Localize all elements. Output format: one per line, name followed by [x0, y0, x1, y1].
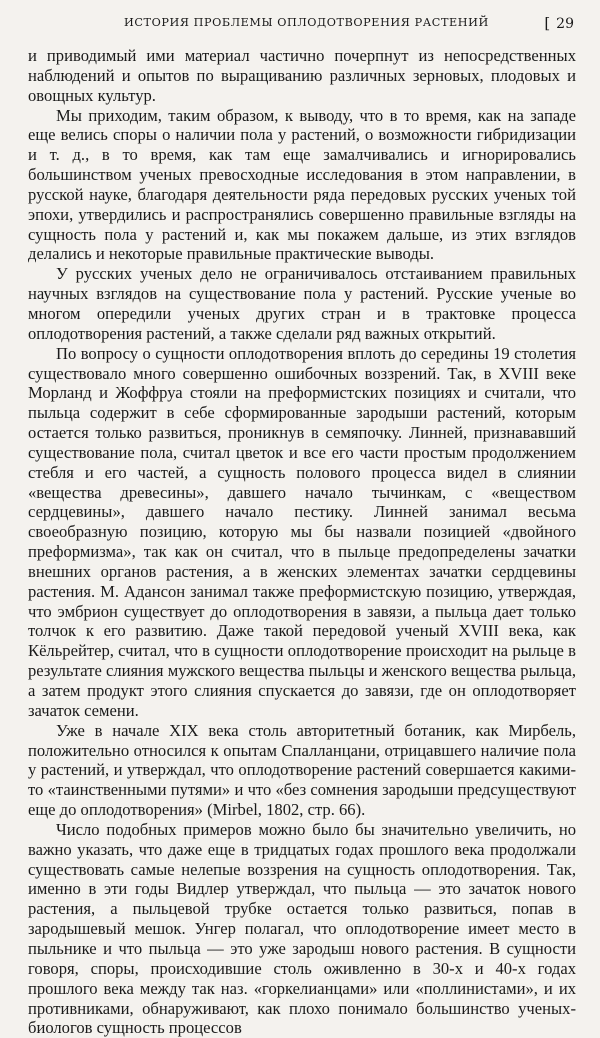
paragraph-continuation: и приводимый ими материал частично почерпнут из непосредственных наблюдений и опытов по выращиванию различных зерновых, плодовых и овощных культур.: [28, 46, 576, 105]
page-number-bracket: [: [544, 14, 551, 32]
paragraph: Уже в начале XIX века столь авторитетный ботаник, как Мирбель, положительно относился к опытам Спалланцани, отрицавшего наличие пола у растений, и утверждал, что оплодотворение растений совершается какими-то «таинственными путями» и что «без сомнения зародыши предсуществуют еще до оплодотворения» (Mirbel, 1802, стр. 66).: [28, 720, 576, 820]
paragraph: По вопросу о сущности оплодотворения вплоть до середины 19 столетия существовало много совершенно ошибочных воззрений. Так, в XVIII веке Морланд и Жоффруа стояли на преформистских позициях и считали, что пыльца содержит в себе сформированные зародыши растений, которым остается только развиться, проникнув в семяпочку. Линней, признававший существование пола, считал цветок и все его части простым продолжением стебля и его частей, а сущность полового процесса видел в слиянии «вещества древесины», давшего начало тычинкам, с «веществом сердцевины», давшего начало пестику. Линней занимал весьма своеобразную позицию, которую мы бы назвали позицией «двойного преформизма», так как он считал, что в пыльце предопределены зачатки внешних органов растения, а в женских элементах зачатки сердцевины растения. М. Адансон занимал также преформистскую позицию, утверждая, что эмбрион существует до оплодотворения в завязи, а пыльца дает только толчок к его развитию. Даже такой передовой ученый XVIII века, как Кёльрейтер, считал, что в сущности оплодотворение происходит на рыльце в результате слияния мужского вещества пыльцы и женского вещества рыльца, а затем продукт этого слияния спускается до завязи, где он оплодотворяет зачаток семени.: [28, 343, 576, 720]
running-head: [28, 14, 576, 36]
paragraph: У русских ученых дело не ограничивалось отстаиванием правильных научных взглядов на существование пола у растений. Русские ученые во многом опередили ученых других стран и в трактовке процесса оплодотворения растений, а также сделали ряд важных открытий.: [28, 264, 576, 343]
page-number-value: 29: [556, 16, 574, 32]
paragraph: Число подобных примеров можно было бы значительно увеличить, но важно указать, что даже еще в тридцатых годах прошлого века продолжали существовать самые нелепые воззрения на сущность оплодотворения. Так, именно в эти годы Видлер утверждал, что пыльца — это зачаток нового растения, а пыльцевой трубке остается только развиться, попав в зародышевый мешок. Унгер полагал, что оплодотворение имеет место в пыльнике и что пыльца — это уже зародыш нового растения. В сущности говоря, споры, происходившие столь оживленно в 30-х и 40-х годах прошлого века между так наз. «горкелианцами» или «поллинистами», и их противниками, обнаруживают, как плохо понимало большинство ученых-биологов сущность процессов: [28, 819, 576, 1038]
page-number: [544, 14, 574, 32]
running-title: ИСТОРИЯ ПРОБЛЕМЫ ОПЛОДОТВОРЕНИЯ РАСТЕНИЙ: [124, 16, 489, 29]
paragraph: Мы приходим, таким образом, к выводу, что в то время, как на западе еще велись споры о наличии пола у растений, о возможности гибридизации и т. д., в то время, как там еще замалчивались и игнорировались большинством ученых превосходные исследования в этом направлении, в русской науке, благодаря деятельности ряда передовых русских ученых той эпохи, утвердились и распространялись совершенно правильные взгляды на сущность пола у растений и, как мы покажем дальше, из этих взглядов делались и некоторые правильные практические выводы.: [28, 105, 576, 264]
body-text: [28, 46, 576, 1038]
